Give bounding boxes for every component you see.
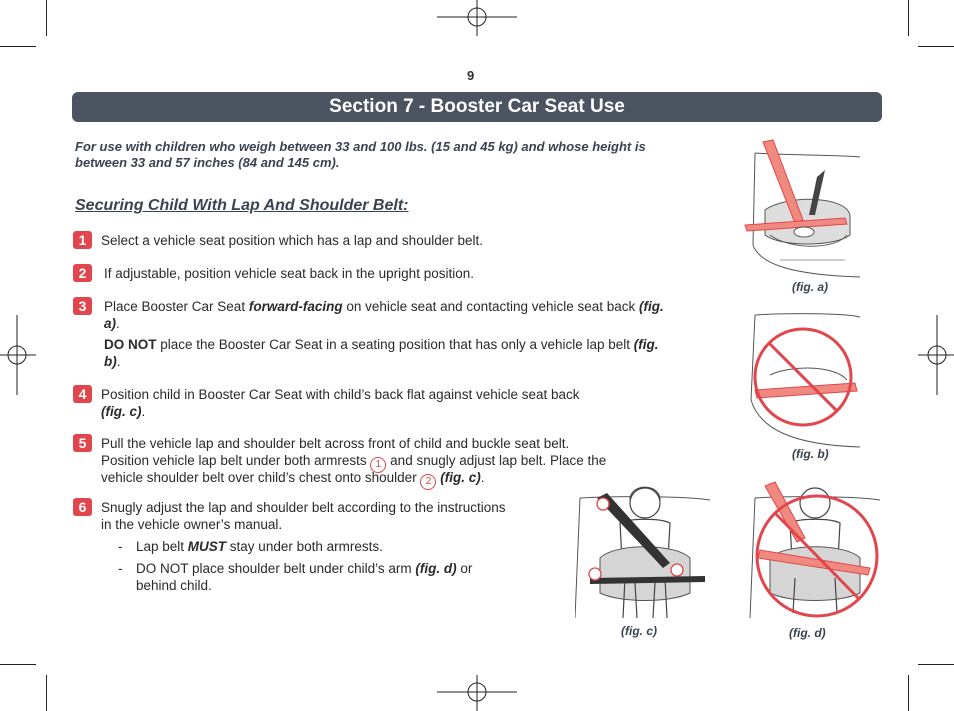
crop-mark — [908, 675, 909, 711]
figure-a-caption: (fig. a) — [792, 280, 828, 294]
figure-a-illustration — [735, 135, 865, 280]
step-text: in the vehicle owner’s manual. — [101, 517, 283, 532]
step-2 — [73, 264, 613, 284]
crop-mark — [46, 675, 47, 711]
step-text — [101, 403, 145, 420]
step-text-part: . — [141, 404, 146, 419]
step-text-part: Position vehicle lap belt under both armrests — [101, 453, 367, 468]
step-3 — [73, 297, 673, 369]
bullet-item-1 — [118, 538, 538, 555]
crop-mark — [0, 664, 36, 665]
armrest-marker-1: 1 — [370, 457, 386, 473]
crop-mark — [0, 46, 36, 47]
step-text: If adjustable, position vehicle seat back in the upright position. — [104, 266, 474, 281]
crop-mark — [918, 46, 954, 47]
warning-label: DO NOT — [104, 337, 157, 352]
bullet-text: behind child. — [136, 578, 212, 593]
figure-ref: (fig. c) — [440, 470, 481, 485]
crop-mark — [918, 664, 954, 665]
registration-mark-left — [0, 315, 36, 395]
step-number-badge: 6 — [73, 498, 92, 516]
step-1 — [73, 231, 613, 251]
step-4 — [73, 385, 673, 425]
step-text-part: and snugly adjust lap belt. Place the — [386, 453, 607, 468]
step-text: Pull the vehicle lap and shoulder belt across front of child and buckle seat belt. — [101, 436, 570, 451]
bullet-text: or — [456, 561, 473, 576]
step-text-part: . — [116, 316, 120, 331]
section-title: Section 7 - Booster Car Seat Use — [329, 96, 625, 117]
crop-mark — [46, 0, 47, 36]
step-number-badge: 1 — [73, 231, 92, 249]
intro-text: For use with children who weigh between 33 and 100 lbs. (15 and 45 kg) and whose height is between 33 and 57 inches (84 and 145 cm). — [75, 139, 646, 170]
subheading: Securing Child With Lap And Shoulder Belt: — [75, 197, 409, 214]
step-text-part: on vehicle seat and contacting vehicle seat back — [342, 299, 640, 314]
figure-b-caption: (fig. b) — [792, 447, 829, 461]
step-text: Snugly adjust the lap and shoulder belt according to the instructions — [101, 500, 506, 515]
registration-mark-bottom — [437, 675, 517, 711]
step-text: Position child in Booster Car Seat with child’s back flat against vehicle seat back — [101, 387, 580, 402]
figure-b-illustration — [735, 305, 870, 450]
bullet-item-2 — [118, 560, 538, 596]
figure-c-caption: (fig. c) — [621, 624, 657, 638]
page-number: 9 — [467, 68, 475, 83]
figure-ref: (fig. c) — [101, 404, 142, 419]
step-text — [104, 298, 669, 332]
step-text-part: . — [480, 470, 485, 485]
step-number-badge: 4 — [73, 385, 92, 403]
figure-d-illustration — [745, 478, 885, 623]
bullet-text: stay under both armrests. — [226, 539, 383, 554]
bullet-dash: - — [118, 561, 123, 576]
step-text-part: . — [116, 354, 121, 369]
step-text-part: Place Booster Car Seat — [104, 299, 249, 314]
step-number-badge: 5 — [73, 434, 92, 452]
section-header — [72, 92, 882, 122]
figure-ref: (fig. b) — [104, 337, 659, 369]
figure-ref: (fig. a) — [104, 299, 664, 331]
shoulder-marker-2: 2 — [420, 474, 436, 490]
step-text-part: vehicle shoulder belt over child’s chest onto shoulder — [101, 470, 417, 485]
registration-mark-top — [437, 0, 517, 36]
step-text-part: place the Booster Car Seat in a seating position that has only a vehicle lap belt — [156, 337, 634, 352]
emphasis: MUST — [187, 539, 227, 554]
step-6 — [73, 498, 573, 538]
bullet-dash: - — [118, 539, 123, 554]
figure-c-illustration — [575, 478, 715, 623]
figure-ref: (fig. d) — [415, 561, 457, 576]
crop-mark — [908, 0, 909, 36]
bullet-text: Lap belt — [136, 539, 188, 554]
step-note — [104, 336, 674, 370]
step-number-badge: 2 — [73, 264, 92, 282]
step-number-badge: 3 — [73, 297, 92, 315]
figure-d-caption: (fig. d) — [789, 626, 826, 640]
emphasis: forward-facing — [248, 299, 343, 314]
bullet-text: DO NOT place shoulder belt under child’s arm — [136, 561, 416, 576]
registration-mark-right — [918, 315, 954, 395]
step-text: Select a vehicle seat position which has a lap and shoulder belt. — [101, 233, 483, 248]
